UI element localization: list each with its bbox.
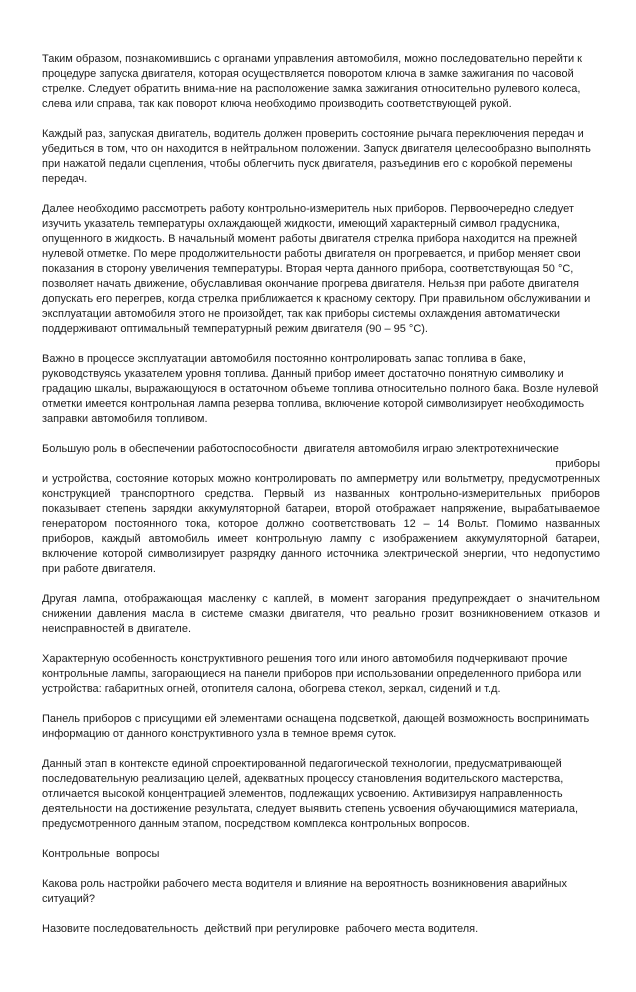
control-question-2: Назовите последовательность действий при регулировке рабочего места водителя. — [42, 923, 479, 935]
paragraph-other-indicator-lamps: Характерную особенность конструктивного решения того или иного автомобиля подчеркивают прочие контрольные лампы, загорающиеся на панели приборов при использовании определенного прибора или устройства: габаритных огней, отопителя салона, обогрева стекол, зеркал, сидений и т.д. — [42, 653, 585, 695]
paragraph-electrical-hanging-word: приборы — [555, 458, 600, 470]
paragraph-engine-start-ignition: Таким образом, познакомившись с органами управления автомобиля, можно последовательно перейти к процедуре запуска двигателя, которая осуществляется поворотом ключа в замке зажигания по часовой стрелке. Следует обратить внима-ние на расположение замка зажигания относительно рулевого колеса, слева или справа, так как поворот ключа необходимо производить соответствующей рукой. — [42, 53, 586, 110]
section-heading-control-questions: Контрольные вопросы — [42, 848, 160, 860]
paragraph-temperature-gauge: Далее необходимо рассмотреть работу контрольно-измеритель ных приборов. Первоочередно следует изучить указатель температуры охлаждающей жидкости, имеющий характерный символ градусника, опущенного в жидкость. В начальный момент работы двигателя стрелка прибора находится на прежней нулевой отметке. По мере продолжительности работы двигателя он прогревается, и прибор меняет свои показания в сторону увеличения температуры. Вторая черта данного прибора, соответствующая 50 °С, позволяет начать движение, обуславливая окончание прогрева двигателя. Нельзя при работе двигателя допускать его перегрев, когда стрелка приближается к красному сектору. При правильном обслуживании и эксплуатации автомобиля этого не произойдет, так как приборы системы охлаждения автоматически поддерживают оптимальный температурный режим двигателя (90 – 95 °С). — [42, 203, 594, 335]
paragraph-electrical-devices — [42, 442, 600, 577]
paragraph-pedagogical-stage: Данный этап в контексте единой спроектированной педагогической технологии, предусматривающей последовательную реализацию целей, адекватных процессу становления водительского мастерства, отличается высокой концентрацией элементов, подлежащих усвоению. Активизируя направленность деятельности на достижение результата, следует выявить степень усвоения обучающимися материала, предусмотренного данным этапом, посредством комплекса контрольных вопросов. — [42, 758, 582, 830]
paragraph-gear-lever-check: Каждый раз, запуская двигатель, водитель должен проверить состояние рычага переключения передач и убедиться в том, что он находится в нейтральном положении. Запуск двигателя целесообразно выполнять при нажатой педали сцепления, чтобы облегчить пуск двигателя, разъединив его с коробкой перемены передач. — [42, 128, 594, 185]
paragraph-oil-pressure-lamp: Другая лампа, отображающая масленку с каплей, в момент загорания предупреждает о значительном снижении давления масла в системе смазки двигателя, что реально грозит возникновением отказов и неисправностей в двигателе. — [42, 593, 600, 635]
paragraph-panel-backlight: Панель приборов с присущими ей элементами оснащена подсветкой, дающей возможность воспринимать информацию от данного конструктивного узла в темное время суток. — [42, 713, 593, 740]
paragraph-electrical-first-line: Большую роль в обеспечении работоспособности двигателя автомобиля играю электротехнические — [42, 443, 559, 455]
control-question-1: Какова роль настройки рабочего места водителя и влияние на вероятность возникновения аварийных ситуаций? — [42, 878, 571, 905]
paragraph-fuel-gauge: Важно в процессе эксплуатации автомобиля постоянно контролировать запас топлива в баке, руководствуясь указателем уровня топлива. Данный прибор имеет достаточно понятную символику и градацию шкалы, выражающуюся в остаточном объеме топлива относительно полного бака. Возле нулевой отметки имеется контрольная лампа резерва топлива, включение которой символизирует необходимость заправки автомобиля топливом. — [42, 353, 602, 425]
paragraph-electrical-rest: и устройства, состояние которых можно контролировать по амперметру или вольтметру, предусмотренных конструкцией транспортного средства. Первый из названных контрольно-измерительных приборов показывает степень зарядки аккумуляторной батареи, второй отображает напряжение, вырабатываемое генератором постоянного тока, которое должно соответствовать 12 – 14 Вольт. Помимо названных приборов, каждый автомобиль имеет контрольную лампу с изображением аккумуляторной батареи, включение которой символизирует разрядку данного источника электрической энергии, что недопустимо при работе двигателя. — [42, 473, 600, 575]
